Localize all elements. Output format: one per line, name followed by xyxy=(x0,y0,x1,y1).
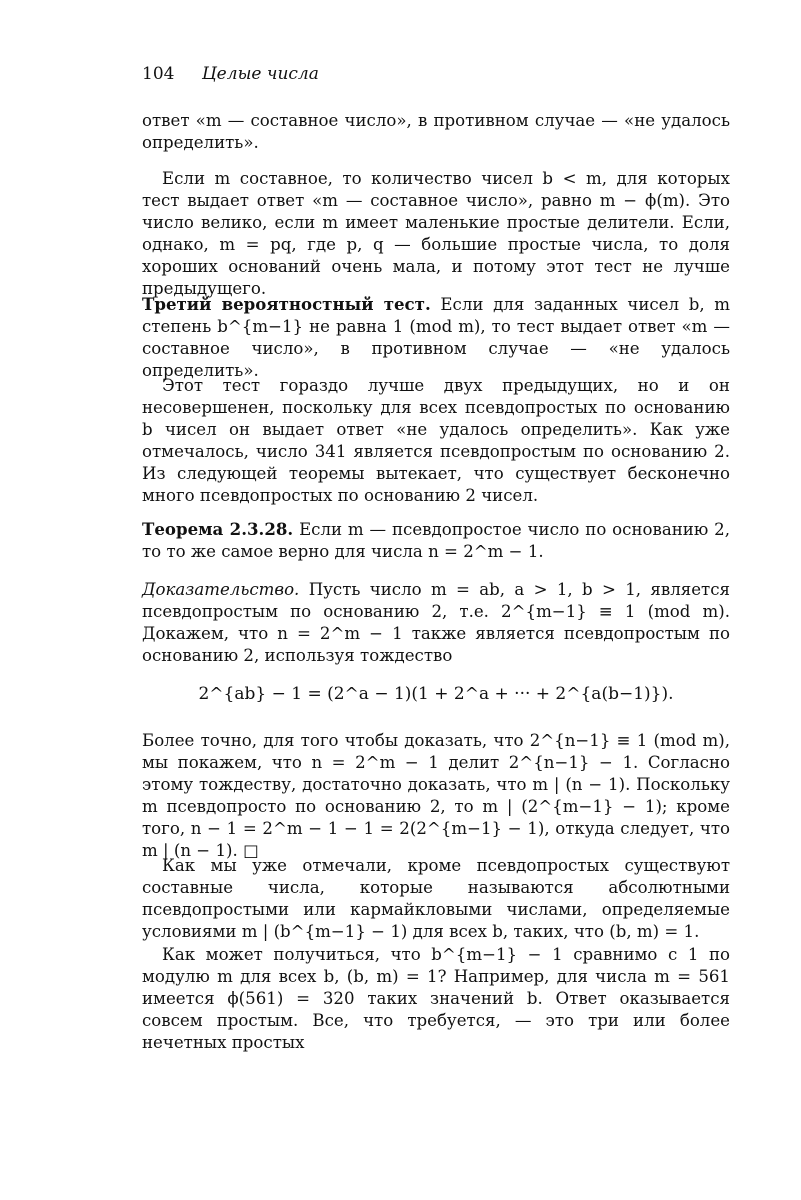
test3-body: Если для заданных чисел b, m степень b^{m−1} не равна 1 (mod m), то тест выдает ответ «m — составное число», в противном случае — «не удалось определить». xyxy=(142,295,731,380)
paragraph-test3 xyxy=(142,293,730,382)
running-title: Целые числа xyxy=(201,64,319,84)
page-number: 104 xyxy=(142,64,175,84)
proof xyxy=(142,579,730,667)
identity-formula: 2^{ab} − 1 = (2^a − 1)(1 + 2^a + ··· + 2^{a(b−1)}). xyxy=(198,684,674,704)
theorem-label: Теорема 2.3.28. xyxy=(142,519,294,539)
paragraph-1: ответ «m — составное число», в противном случае — «не удалось определить». xyxy=(142,111,730,152)
proof-body: Пусть число m = ab, a > 1, b > 1, является псевдопростым по основанию 2, т.е. 2^{m−1} ≡ 1 (mod m). Докажем, что n = 2^m − 1 также является псевдопростым по основанию 2, используя тождество xyxy=(142,580,730,665)
running-header xyxy=(142,64,319,84)
paragraph-4: Этот тест гораздо лучше двух предыдущих, но и он несовершенен, поскольку для всех псевдопростых по основанию b чисел он выдает ответ «не удалось определить». Как уже отмечалось, число 341 является псевдопростым по основанию 2. Из следующей теоремы вытекает, что существует бесконечно много псевдопростых по основанию 2 чисел. xyxy=(142,376,730,505)
paragraph-5: Более точно, для того чтобы доказать, что 2^{n−1} ≡ 1 (mod m), мы покажем, что n = 2^m − 1 делит 2^{n−1} − 1. Согласно этому тождеству, достаточно доказать, что m | (n − 1). Поскольку m псевдопросто по основанию 2, то m | (2^{m−1} − 1); кроме того, n − 1 = 2^m − 1 − 1 = 2(2^{m−1} − 1), откуда следует, что m | (n − 1). □ xyxy=(142,731,730,860)
paragraph-6: Как мы уже отмечали, кроме псевдопростых существуют составные числа, которые называются абсолютными псевдопростыми или кармайкловыми числами, определяемые условиями m | (b^{m−1} − 1) для всех b, таких, что (b, m) = 1. xyxy=(142,856,730,941)
theorem-body: Если m — псевдопростое число по основанию 2, то то же самое верно для числа n = 2^m − 1. xyxy=(142,520,731,561)
test3-title: Третий вероятностный тест. xyxy=(142,294,431,314)
paragraph-7: Как может получиться, что b^{m−1} − 1 сравнимо с 1 по модулю m для всех b, (b, m) = 1? Например, для числа m = 561 имеется ϕ(561) = 320 таких значений b. Ответ оказывается совсем простым. Все, что требуется, — это три или более нечетных простых xyxy=(142,945,730,1052)
proof-label: Доказательство. xyxy=(142,580,300,599)
theorem xyxy=(142,518,730,563)
paragraph-2: Если m составное, то количество чисел b < m, для которых тест выдает ответ «m — составное число», равно m − ϕ(m). Это число велико, если m имеет маленькие простые делители. Если, однако, m = pq, где p, q — большие простые числа, то доля хороших оснований очень мала, и потому этот тест не лучше предыдущего. xyxy=(142,169,730,298)
